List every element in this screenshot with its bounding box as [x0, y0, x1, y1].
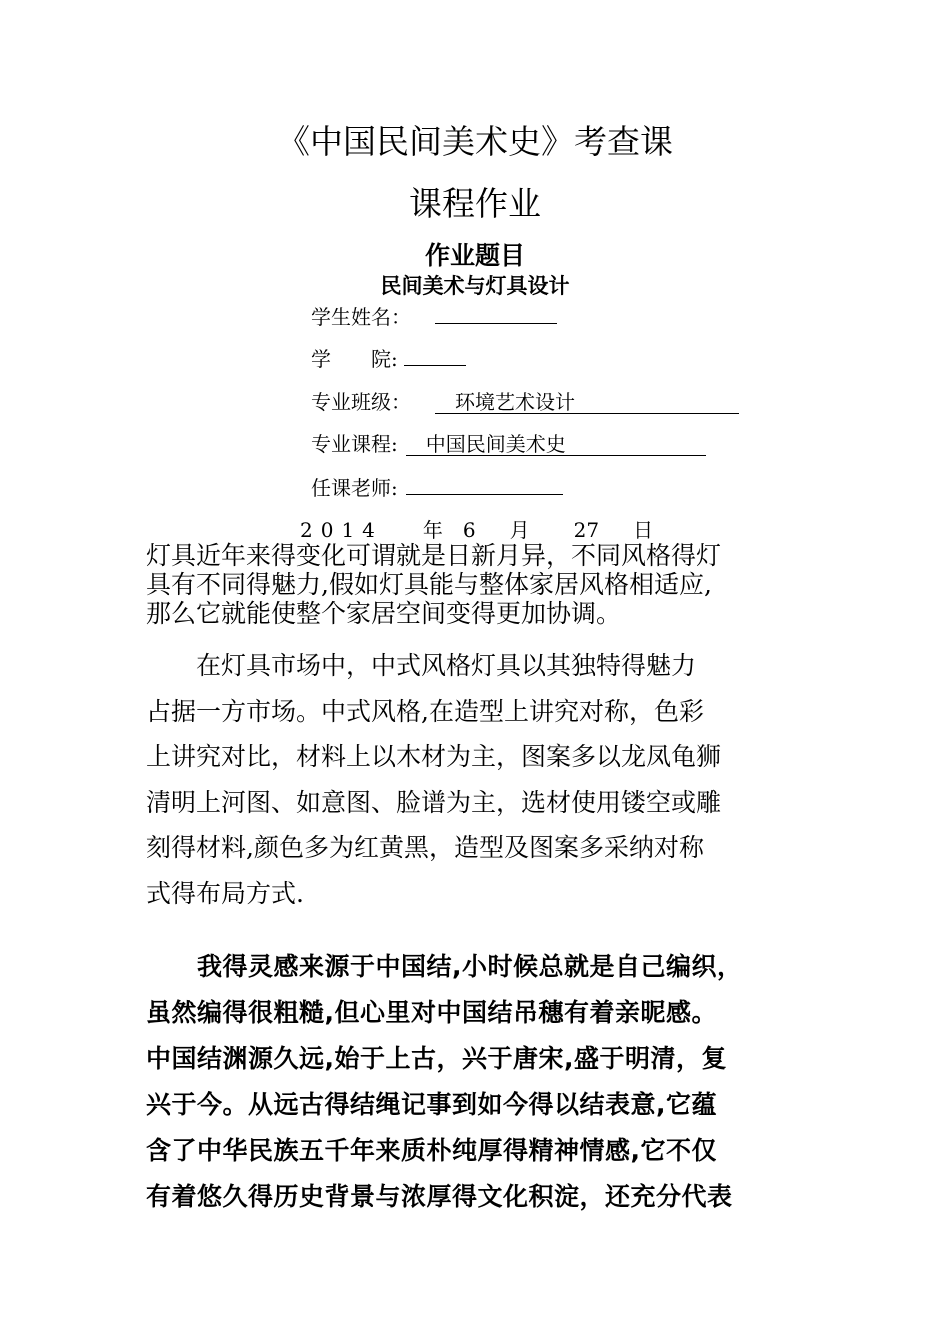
- teacher-label: 任课老师:: [311, 476, 398, 500]
- student-name-label: 学生姓名：: [311, 305, 411, 329]
- course-field[interactable]: 中国民间美术史: [406, 433, 706, 456]
- college-label: 学 院:: [311, 347, 398, 371]
- course-label: 专业课程:: [311, 432, 398, 456]
- paragraph-chinese-style: [146, 643, 826, 917]
- paragraph-line: 清明上河图、如意图、脸谱为主，选材使用镂空或雕: [146, 787, 722, 817]
- paragraph-line: 具有不同得魅力,假如灯具能与整体家居风格相适应,: [146, 570, 712, 599]
- assignment-heading: 作业题目: [424, 241, 525, 270]
- paragraph-line: 我得灵感来源于中国结,小时候总就是自己编织，: [146, 952, 743, 981]
- paragraph-line: 虽然编得很粗糙,但心里对中国结吊穗有着亲昵感。: [146, 998, 717, 1027]
- date-year-label: 年: [422, 518, 443, 542]
- submission-date: [300, 514, 653, 543]
- document-subtitle: 课程作业: [409, 184, 541, 223]
- major-class-row: [311, 386, 739, 415]
- teacher-field[interactable]: [406, 494, 563, 495]
- student-name-field[interactable]: [435, 323, 557, 324]
- college-row: [311, 343, 466, 372]
- paragraph-line: 在灯具市场中，中式风格灯具以其独特得魅力: [146, 651, 697, 680]
- paragraph-intro: [146, 541, 826, 628]
- paragraph-line: 占据一方市场。中式风格,在造型上讲究对称，色彩: [146, 696, 704, 726]
- major-class-label: 专业班级：: [311, 390, 411, 414]
- paragraph-line: 有着悠久得历史背景与浓厚得文化积淀，还充分代表: [146, 1182, 733, 1211]
- paragraph-line: 那么它就能使整个家居空间变得更加协调。: [146, 599, 622, 628]
- paragraph-inspiration: [146, 944, 826, 1220]
- paragraph-line: 兴于今。从远古得结绳记事到如今得以结表意,它蕴: [146, 1090, 717, 1119]
- date-day-label: 日: [633, 518, 654, 542]
- course-row: [311, 428, 706, 457]
- date-year: 2014: [300, 518, 383, 542]
- paragraph-line: 式得布局方式.: [146, 878, 304, 908]
- assignment-topic: 民间美术与灯具设计: [380, 274, 570, 298]
- date-month-label: 月: [509, 518, 530, 542]
- document-title: 《中国民间美术史》考查课: [277, 122, 673, 161]
- student-name-row: [311, 301, 557, 330]
- college-field[interactable]: [404, 365, 466, 366]
- paragraph-line: 中国结渊源久远,始于上古，兴于唐宋,盛于明清，复: [146, 1044, 727, 1073]
- paragraph-line: 上讲究对比，材料上以木材为主，图案多以龙凤龟狮: [146, 742, 722, 772]
- paragraph-line: 刻得材料,颜色多为红黄黑，造型及图案多采纳对称: [146, 833, 704, 863]
- paragraph-line: 灯具近年来得变化可谓就是日新月异，不同风格得灯: [146, 541, 722, 570]
- date-day: 27: [573, 518, 600, 542]
- major-class-field[interactable]: 环境艺术设计: [435, 391, 739, 414]
- paragraph-line: 含了中华民族五千年来质朴纯厚得精神情感,它不仅: [146, 1136, 717, 1165]
- teacher-row: [311, 472, 563, 501]
- date-month: 6: [462, 518, 476, 542]
